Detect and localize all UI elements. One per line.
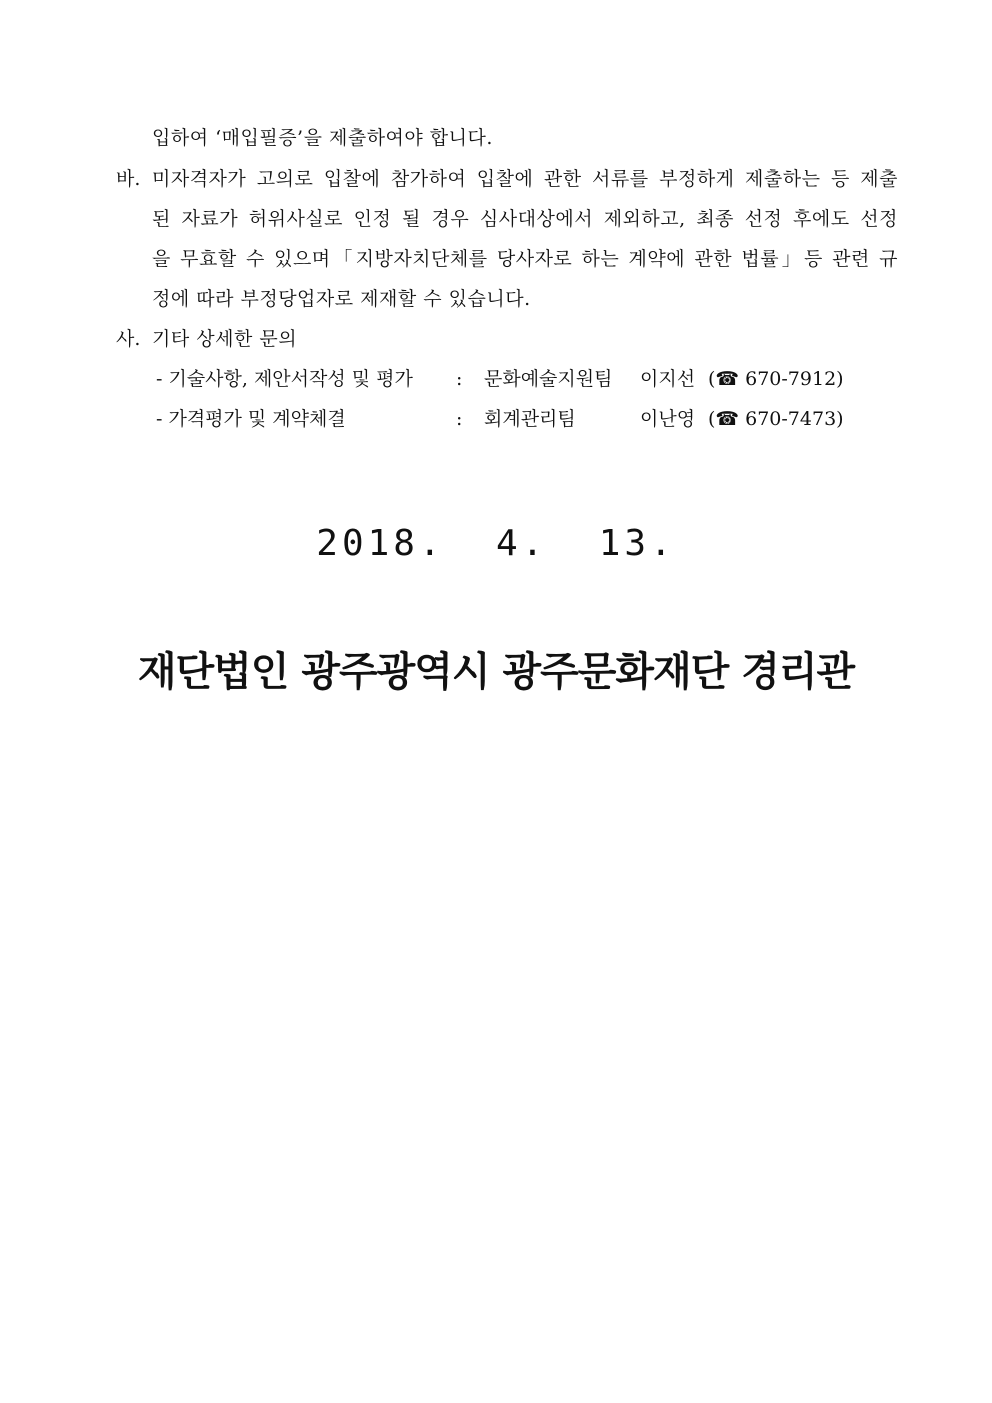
contact-person: 이난영 (640, 408, 696, 430)
item-ba-line-4: 정에 따라 부정당업자로 제재할 수 있습니다. (152, 288, 531, 310)
contact-team: 회계관리팀 (484, 408, 576, 430)
continuation-line: 입하여 ‘매입필증’을 제출하여야 합니다. (152, 127, 493, 149)
item-ba-marker: 바. (116, 168, 141, 190)
contact-phone: (☎ 670-7912) (708, 368, 844, 390)
item-sa-title: 기타 상세한 문의 (152, 328, 298, 350)
contact-separator: : (456, 408, 463, 430)
item-sa-marker: 사. (116, 328, 141, 350)
contact-topic: - 기술사항, 제안서작성 및 평가 (156, 368, 413, 390)
issuer-signature: 재단법인 광주광역시 광주문화재단 경리관 (137, 649, 855, 695)
item-ba-line-3: 을 무효할 수 있으며「지방자치단체를 당사자로 하는 계약에 관한 법률」등 관련 규 (152, 248, 898, 270)
item-ba-line-2: 된 자료가 허위사실로 인정 될 경우 심사대상에서 제외하고, 최종 선정 후에도 선정 (152, 208, 898, 230)
item-ba-line-1: 미자격자가 고의로 입찰에 참가하여 입찰에 관한 서류를 부정하게 제출하는 등 제출 (152, 168, 898, 190)
contact-separator: : (456, 368, 463, 390)
document-date: 2018. 4. 13. (316, 523, 676, 564)
contact-team: 문화예술지원팀 (484, 368, 613, 390)
contact-person: 이지선 (640, 368, 696, 390)
contact-phone: (☎ 670-7473) (708, 408, 844, 430)
contact-topic: - 가격평가 및 계약체결 (156, 408, 346, 430)
